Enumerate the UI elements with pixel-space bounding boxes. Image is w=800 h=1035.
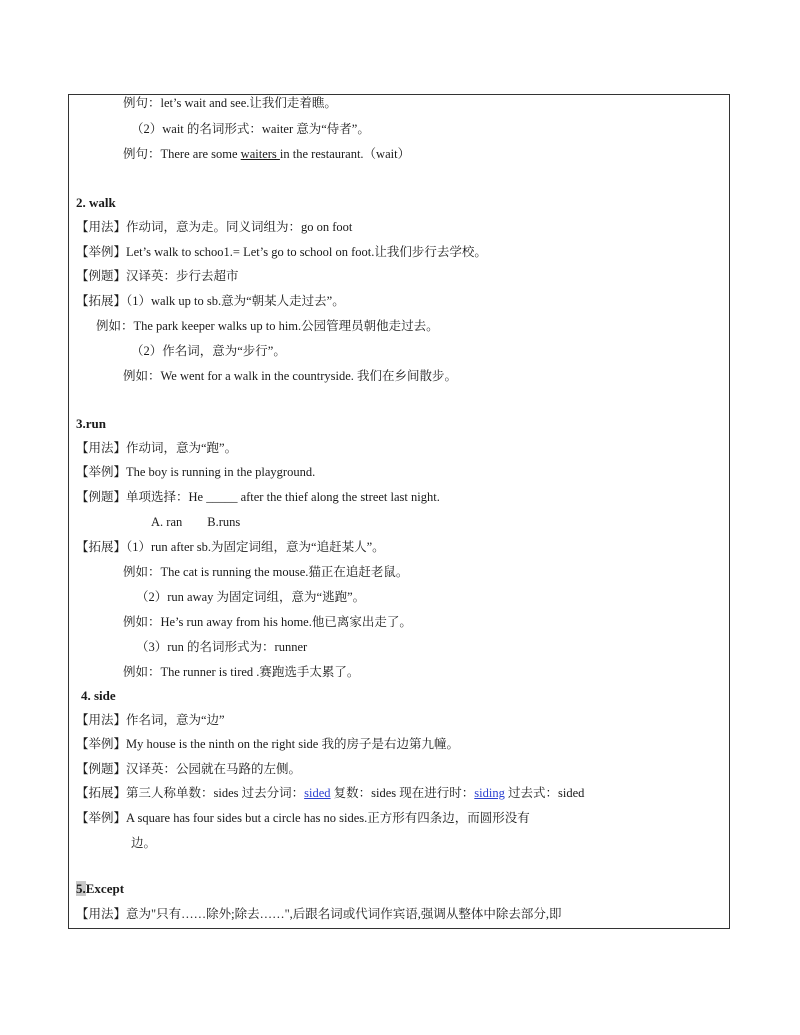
run-usage: 【用法】作动词，意为“跑”。 [76, 441, 238, 455]
heading-except [76, 881, 124, 897]
run-example: 【举例】The boy is running in the playground. [76, 465, 316, 479]
run-extension-2: （2）run away 为固定词组，意为“逃跑”。 [136, 590, 366, 604]
walk-exercise: 【例题】汉译英：步行去超市 [76, 269, 239, 283]
walk-example: 【举例】Let’s walk to schoo1.= Let’s go to school on foot.让我们步行去学校。 [76, 245, 487, 259]
walk-extension-2-example: 例如：We went for a walk in the countryside. 我们在乡间散步。 [123, 369, 458, 383]
walk-usage: 【用法】作动词，意为走。同义词组为：go on foot [76, 220, 353, 234]
side-usage: 【用法】作名词，意为“边” [76, 713, 225, 727]
example-waiters-prefix: 例句：There are some [123, 147, 241, 161]
wait-noun-form: （2）wait 的名词形式：waiter 意为“侍者”。 [131, 122, 370, 136]
example-waiters-suffix: in the restaurant.（wait） [279, 147, 411, 161]
side-example-2-continued: 边。 [131, 836, 157, 850]
example-sentence-wait: 例句：let’s wait and see.让我们走着瞧。 [123, 96, 337, 110]
side-exercise: 【例题】汉译英：公园就在马路的左侧。 [76, 762, 302, 776]
heading-side: 4. side [81, 688, 116, 703]
side-extension-prefix: 【拓展】第三人称单数：sides 过去分词： [76, 786, 305, 800]
example-waiters [123, 146, 410, 162]
side-extension-middle: 复数：sides 现在进行时： [330, 786, 475, 800]
heading-except-word: Except [85, 881, 125, 896]
walk-extension-2: （2）作名词，意为“步行”。 [131, 344, 286, 358]
run-extension-3: （3）run 的名词形式为：runner [136, 640, 308, 654]
siding-link[interactable]: siding [474, 786, 505, 800]
run-extension-1-example: 例如：The cat is running the mouse.猫正在追赶老鼠。 [123, 565, 409, 579]
side-example-2: 【举例】A square has four sides but a circle has no sides.正方形有四条边，而圆形没有 [76, 811, 530, 825]
waiters-underlined: waiters [240, 147, 280, 161]
except-usage: 【用法】意为"只有……除外;除去……",后跟名词或代词作宾语,强调从整体中除去部分,即 [76, 907, 562, 921]
heading-run: 3.run [76, 416, 106, 431]
run-extension-3-example: 例如：The runner is tired .赛跑选手太累了。 [123, 665, 360, 679]
side-extension-suffix: 过去式：sided [504, 786, 585, 800]
run-exercise: 【例题】单项选择：He _____ after the thief along the street last night. [76, 490, 440, 504]
walk-extension-1: 【拓展】（1）walk up to sb.意为“朝某人走过去”。 [76, 294, 345, 308]
sided-link[interactable]: sided [304, 786, 331, 800]
heading-except-number: 5. [76, 881, 86, 896]
run-extension-2-example: 例如：He’s run away from his home.他已离家出走了。 [123, 615, 412, 629]
run-extension-1: 【拓展】（1）run after sb.为固定词组，意为“追赶某人”。 [76, 540, 385, 554]
heading-walk: 2. walk [76, 195, 116, 210]
walk-extension-1-example: 例如：The park keeper walks up to him.公园管理员朝他走过去。 [96, 319, 439, 333]
run-exercise-options: A. ran B.runs [151, 515, 241, 529]
side-extension [76, 785, 584, 801]
side-example: 【举例】My house is the ninth on the right side 我的房子是右边第九幢。 [76, 737, 459, 751]
